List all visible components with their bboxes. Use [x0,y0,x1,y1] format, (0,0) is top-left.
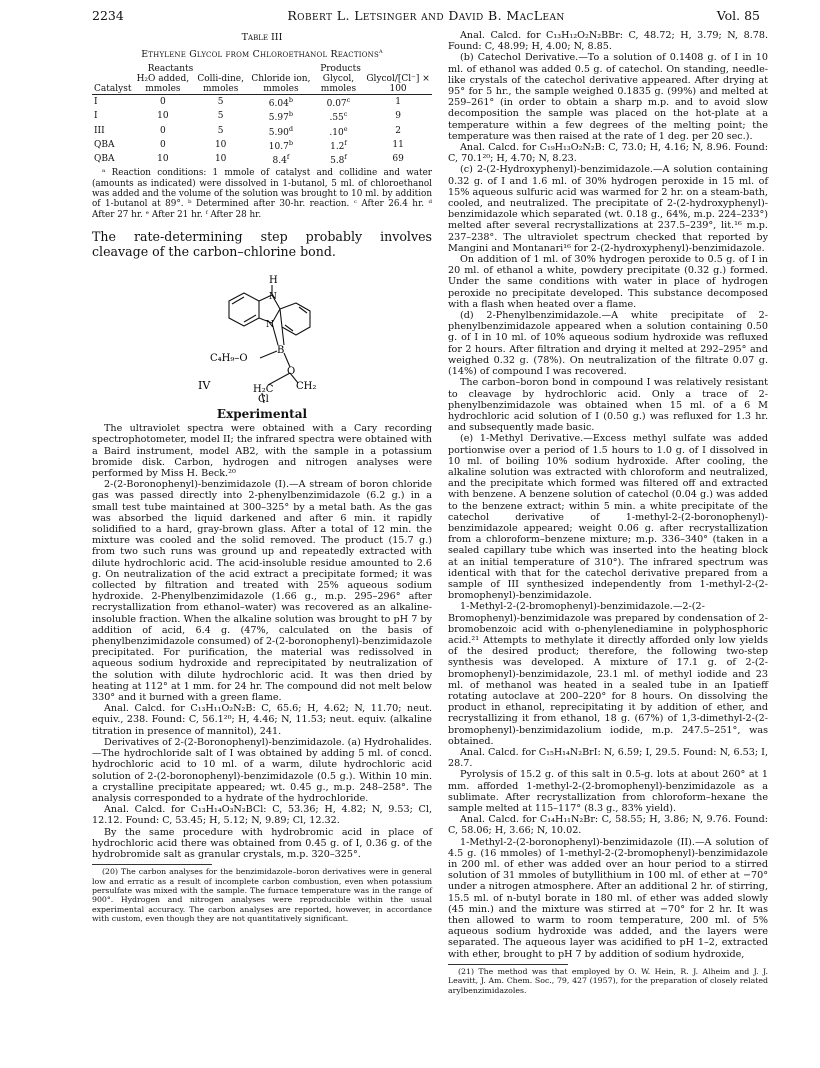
cell-h2o: 0 [159,97,166,108]
col-h2o: H₂O added, mmoles [133,74,192,95]
left-body-text [92,423,432,860]
right-paragraph: Anal. Calcd. for C₁₃H₁₂O₂N₂BBr: C, 48.72; H, 3.79; N, 8.78. Found: C, 48.99; H, 4.00; N, 8.85. [448,30,768,53]
left-column [92,30,432,924]
running-header [92,8,760,24]
cell-collidine: 5 [217,97,224,108]
cell-ratio: 9 [395,111,401,122]
page-number: 2234 [92,8,124,23]
benzene-ring-right [280,303,310,335]
col-catalyst: Catalyst [92,74,133,95]
col-glycol: Glycol, mmoles [313,74,364,95]
footnote-rule-left [92,864,212,865]
cell-chloride: 8.4$^f$ [272,152,290,166]
table-row [92,109,432,123]
cell-collidine: 5 [217,125,224,136]
atom-h2c: H₂C [253,384,274,395]
cell-glycol: 1.2$^f$ [330,138,347,152]
table-row [92,152,432,166]
reactants-group-header: Reactants [147,63,194,74]
cell-chloride: 10.7$^b$ [268,138,294,152]
lead-sentence: The rate-determining step probably involves cleavage of the carbon–chlorine bond. [92,229,432,259]
cell-ratio: 11 [392,139,404,150]
cell-chloride: 5.97$^b$ [268,110,294,124]
atom-butoxy: C₄H₉–O [210,353,248,364]
table-footnote: ᵃ Reaction conditions: 1 mmole of catalyst and collidine and water (amounts as indicated) were dissolved in 1-butanol, 5 ml. of chloroethanol was added and the volume of the solution was brought to 10 ml. by addition of 1-butanol at 89°. ᵇ Determined after 30-hr. reaction. ᶜ After 26.4 hr. ᵈ After 27 hr. ᵉ After 21 hr. ᶠ After 28 hr. [92,168,432,220]
cell-glycol: .10e [329,124,348,138]
structure-iv-figure [92,263,432,403]
table-label: Table III [241,32,283,43]
right-paragraph: Anal. Calcd. for C₁₄H₁₁N₂Br: C, 58.55; H, 3.86; N, 9.76. Found: C, 58.06; H, 3.66; N, 10.02. [448,814,768,837]
atom-o: O [287,366,296,377]
footnote-21: (21) The method was that employed by O. W. Hein, R. J. Alheim and J. J. Leavitt, J. Am. Chem. Soc., 79, 427 (1957), for the preparation of closely related arylbenzimidazoles. [448,966,768,995]
table-iii [92,64,432,167]
experimental-heading: Experimental [216,407,308,421]
cell-h2o: 0 [159,139,166,150]
atom-n-bottom: N [266,320,274,330]
cell-ratio: 69 [392,153,404,164]
right-paragraph: (b) Catechol Derivative.—To a solution of 0.1408 g. of I in 10 ml. of ethanol was added 0.5 g. of catechol. On standing, needle-like crystals of the catechol derivative appeared. After drying at 95° for 5 hr., the sample weighed 0.1835 g. (99%) and melted at 259–261° (in order to obtain a sharp m.p. and to avoid slow decomposition the sample was placed on the hot-plate at a temperature within a few degrees of the melting point; the temperature was then raised at the rate of 1 deg. per 20 sec.). [448,52,768,142]
cell-h2o: 0 [159,125,166,136]
table-title: Ethylene Glycol from Chloroethanol Reactions$^a$ [141,46,383,61]
left-paragraph: By the same procedure with hydrobromic acid in place of hydrochloric acid there was obtained from 0.45 g. of I, 0.36 g. of the hydrobromide salt as granular crystals, m.p. 320–325°. [92,826,432,860]
running-title: Robert L. Letsinger and David B. MacLean [287,8,565,23]
cell-catalyst: III [94,125,105,136]
right-paragraph: On addition of 1 ml. of 30% hydrogen peroxide to 0.5 g. of I in 20 ml. of ethanol a white, powdery precipitate (0.32 g.) formed. Under the same conditions with water in place of hydrogen peroxide no precipitate developed. This substance decomposed with a flash when heated over a flame. [448,254,768,310]
footnote-rule-right [448,964,568,965]
right-paragraph: 1-Methyl-2-(2-boronophenyl)-benzimidazole (II).—A solution of 4.5 g. (16 mmoles) of 1-methyl-2-(2-bromophenyl)-benzimidazole in 200 ml. of ether was added over an hour period to a stirred solution of 31 mmoles of butyllithium in 100 ml. of ether at −70° under a nitrogen atmosphere. After an additional 2 hr. of stirring, 15.5 ml. of n-butyl borate in 180 ml. of ether was added slowly (45 min.) and the mixture was stirred at −70° for 2 hr. It was then allowed to warm to room temperature, 200 ml. of 5% aqueous sodium hydroxide was added, and the layers were separated. The aqueous layer was acidified to pH 1–2, extracted with ether, brought to pH 7 by addition of sodium hydroxide, [448,836,768,960]
atom-ch2: CH₂ [296,381,317,392]
col-chloride: Chloride ion, mmoles [249,74,313,95]
table-row [92,138,432,152]
cell-catalyst: I [94,111,98,122]
cell-collidine: 10 [214,139,227,150]
cell-h2o: 10 [157,111,169,122]
cell-catalyst: I [94,97,98,108]
cell-ratio: 2 [395,125,401,136]
cell-h2o: 10 [157,153,169,164]
col-collidine: Colli-dine, mmoles [192,74,249,95]
left-paragraph: The ultraviolet spectra were obtained with a Cary recording spectrophotometer, model II; the infrared spectra were obtained with a Baird instrument, model AB2, with the sample in a potassium bromide disk. Carbon, hydrogen and nitrogen analyses were performed by Miss H. Beck.²⁰ [92,423,432,480]
volume-label: Vol. 85 [716,8,760,23]
cell-ratio: 1 [395,97,401,108]
cell-glycol: .55$^c$ [329,110,348,124]
cell-collidine: 5 [217,111,224,122]
right-paragraph: 1-Methyl-2-(2-bromophenyl)-benzimidazole.—2-(2-Bromophenyl)-benzimidazole was prepared by condensation of 2-bromobenzoic acid with o-phenylenediamine in polyphosphoric acid.²¹ Attempts to methylate it directly afforded only low yields of the desired product; therefore, the following two-step synthesis was developed. A mixture of 17.1 g. of 2-(2-bromophenyl)-benzimidazole, 23.1 ml. of methyl iodide and 23 ml. of methanol was heated in a sealed tube in an Ipatieff rotating autoclave at 200–220° for 8 hours. On dissolving the product in ethanol, reprecipitating it by addition of ether, and recrystallizing it from ethanol, 18 g. (67%) of 1,3-dimethyl-2-(2-bromophenyl)-benzimidazolium iodide, m.p. 247.5–251°, was obtained. [448,601,768,747]
left-paragraph: Derivatives of 2-(2-Boronophenyl)-benzimidazole. (a) Hydrohalides.—The hydrochloride salt of I was obtained by adding 5 ml. of concd. hydrochloric acid to 10 ml. of a warm, dilute hydrochloric acid solution of 2-(2-boronophenyl)-benzimidazole (0.5 g.). Within 10 min. a crystalline precipitate appeared; wt. 0.45 g., m.p. 248–258°. The analysis corresponded to a hydrate of the hydrochloride. [92,736,432,804]
right-paragraph: The carbon–boron bond in compound I was relatively resistant to cleavage by hydrochloric acid. Only a trace of 2-phenylbenzimidazole was obtained when 15 ml. of a 6 M hydrochloric acid solution of I (0.50 g.) was refluxed for 1.3 hr. and subsequently made basic. [448,377,768,434]
structure-label: IV [198,379,211,392]
right-paragraph: Anal. Calcd. for C₁₉H₁₃O₂N₂B: C, 73.0; H, 4.16; N, 8.96. Found: C, 70.1²⁰; H, 4.70; N, 8.23. [448,142,768,165]
cell-collidine: 10 [214,153,227,164]
cell-catalyst: QBA [94,153,115,164]
right-paragraph: (d) 2-Phenylbenzimidazole.—A white precipitate of 2-phenylbenzimidazole appeared when a solution containing 0.50 g. of I in 10 ml. of 10% aqueous sodium hydroxide was refluxed for 2 hours. After filtration and drying it melted at 292–295° and weighed 0.32 g. (78%). On neutralization of the filtrate 0.07 g. (14%) of compound I was recovered. [448,310,768,378]
right-column [448,30,768,995]
right-body-text [448,30,768,960]
cell-catalyst: QBA [94,139,115,150]
table-row [92,124,432,138]
benzene-ring-left [229,293,259,326]
right-paragraph: (e) 1-Methyl Derivative.—Excess methyl sulfate was added portionwise over a period of 1.5 hours to 1.0 g. of I dissolved in 10 ml. of boiling 10% sodium hydroxide. After cooling, the alkaline solution was extracted with chloroform and neutralized, and the precipitate which formed was filtered off and extracted with benzene. A benzene solution of catechol (0.04 g.) was added to the benzene extract; within 5 min. a white precipitate of the catechol derivative of 1-methyl-2-(2-boronophenyl)-benzimidazole appeared; weight 0.06 g. after recrystallization from a chloroform–benzene mixture; m.p. 336–340° (taken in a sealed capillary tube which was inserted into the heating block at an initial temperature of 310°). The infrared spectrum was identical with that for the catechol derivative prepared from a sample of III synthesized independently from 1-methyl-2-(2-bromophenyl)-benzimidazole. [448,433,768,602]
right-paragraph: Anal. Calcd. for C₁₅H₁₄N₂BrI: N, 6.59; I, 29.5. Found: N, 6.53; I, 28.7. [448,747,768,770]
atom-b: B [277,345,285,356]
atom-cl: Cl [258,394,269,403]
left-paragraph: Anal. Calcd. for C₁₃H₁₁O₂N₂B: C, 65.6; H, 4.62; N, 11.70; neut. equiv., 238. Found: C, 56.1²⁰; H, 4.46; N, 11.53; neut. equiv. (alkaline titration in presence of mannitol), 241. [92,703,432,737]
structure-iv-drawing [92,263,432,403]
products-group-header: Products [320,63,361,74]
table-row [92,95,432,110]
cell-glycol: 5.8$^f$ [330,152,347,166]
atom-h: H [269,275,278,286]
cell-chloride: 5.90$^d$ [268,124,294,138]
atom-n-top: N [269,292,277,302]
footnote-20: (20) The carbon analyses for the benzimidazole–boron derivatives were in general low and erratic as a result of incomplete carbon combustion, even when potassium persulfate was mixed with the sample. The furnace temperature was in the range of 900°. Hydrogen and nitrogen analyses were reproducible within the usual experimental accuracy. The carbon analyses are reported, however, in accordance with custom, even though they are not quantitatively significant. [92,867,432,924]
left-paragraph: Anal. Calcd. for C₁₃H₁₄O₃N₂BCl: C, 53.36; H, 4.82; N, 9.53; Cl, 12.12. Found: C, 53.45; H, 5.12; N, 9.89; Cl, 12.32. [92,804,432,827]
right-paragraph: Pyrolysis of 15.2 g. of this salt in 0.5-g. lots at about 260° at 1 mm. afforded 1-methyl-2-(2-bromophenyl)-benzimidazole as a sublimate. After recrystallization from chloroform–hexane the sample melted at 115–117° (8.3 g., 83% yield). [448,769,768,815]
right-paragraph: (c) 2-(2-Hydroxyphenyl)-benzimidazole.—A solution containing 0.32 g. of I and 1.6 ml. of 30% hydrogen peroxide in 15 ml. of 15% aqueous sulfuric acid was warmed for 2 hr. on a steam-bath, cooled, and neutralized. The precipitate of 2-(2-hydroxyphenyl)-benzimidazole which separated (wt. 0.18 g., 64%, m.p. 224–233°) melted after several recrystallizations at 237.5–239°, lit.¹⁶ m.p. 237–238°. The ultraviolet spectrum checked that reported by Mangini and Montanari¹⁶ for 2-(2-hydroxyphenyl)-benzimidazole. [448,164,768,254]
col-ratio: Glycol/[Cl⁻] × 100 [364,74,432,95]
cell-chloride: 6.04$^b$ [268,96,294,110]
left-paragraph: 2-(2-Boronophenyl)-benzimidazole (I).—A stream of boron chloride gas was passed directly into 2-phenylbenzimidazole (6.2 g.) in a small test tube maintained at 300–325° by a metal bath. As the gas was absorbed the liquid darkened and after 6 min. it rapidly solidified to a hard, gray-brown glass. After a total of 12 min. the mixture was cooled and the solid removed. The product (15.7 g.) from two such runs was ground up and repeatedly extracted with dilute hydrochloric acid. The acid-insoluble residue amounted to 2.6 g. On neutralization of the acid extract a precipitate formed; it was collected by filtration and treated with 25% aqueous sodium hydroxide. 2-Phenylbenzimidazole (1.66 g., m.p. 295–296° after recrystallization from ethanol–water) was recovered as an alkaline-insoluble fraction. When the alkaline solution was brought to pH 7 by addition of acid, 6.4 g. (47%, calculated on the basis of phenylbenzimidazole consumed) of 2-(2-boronophenyl)-benzimidazole precipitated. For purification, the material was redissolved in aqueous sodium hydroxide and reprecipitated by neutralization of the solution with dilute hydrochloric acid. It was then dried by heating at 112° at 1 mm. for 24 hr. The compound did not melt below 330° and it burned with a green flame. [92,479,432,704]
cell-glycol: 0.07$^c$ [326,96,351,110]
